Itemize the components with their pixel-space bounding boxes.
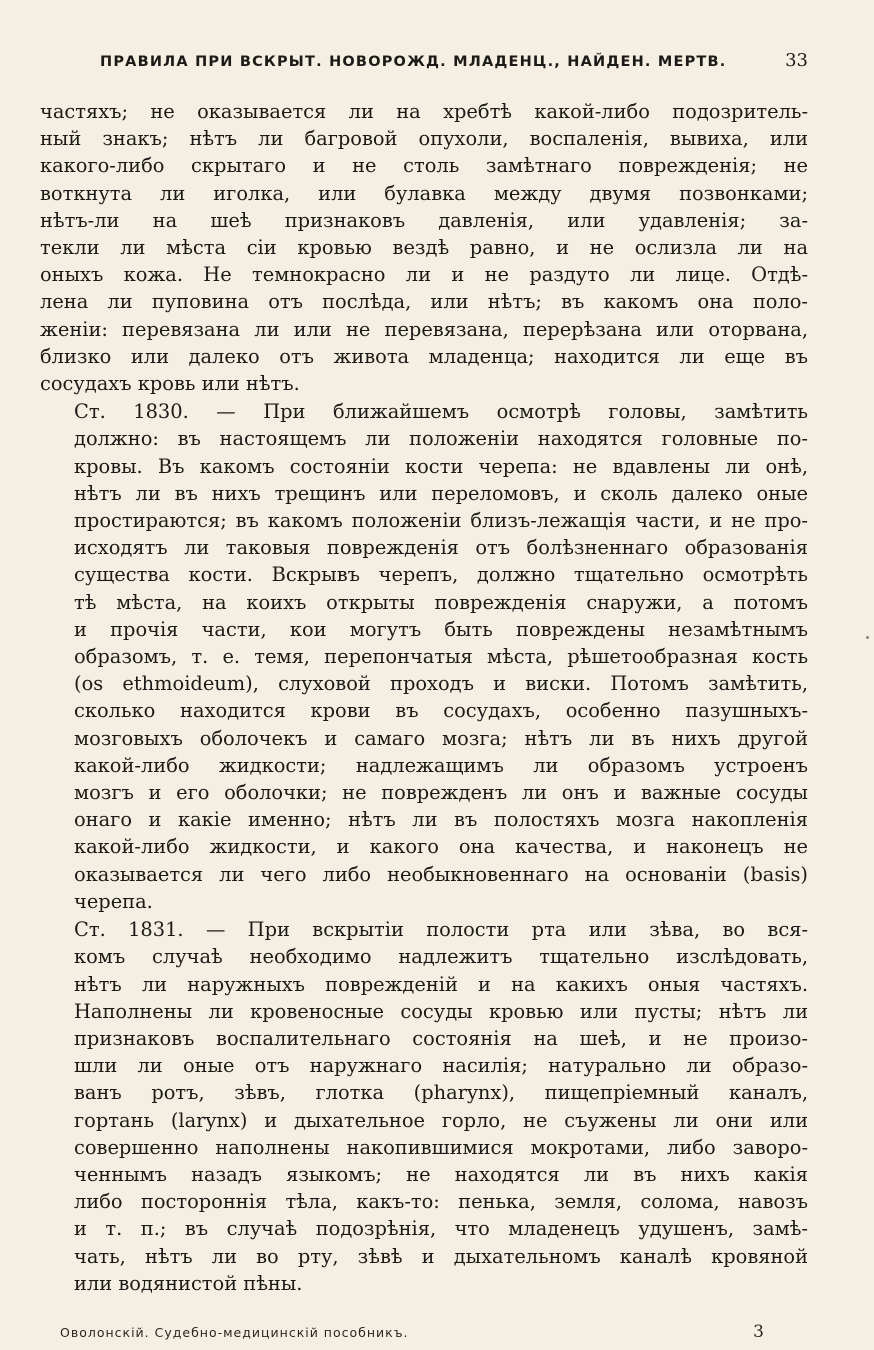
text-line: частяхъ; не оказывается ли на хребтѣ какой-либо подозритель-	[40, 100, 808, 123]
text-line: шли ли оные отъ наружнаго насилія; натурально ли образо-	[74, 1054, 808, 1078]
text-line: сосудахъ кровь или нѣтъ.	[40, 372, 300, 396]
text-line: нѣтъ ли наружныхъ поврежденій и на какихъ оныя частяхъ.	[74, 972, 808, 996]
text-line: текли ли мѣста сіи кровью вездѣ равно, и не ослизла ли на	[40, 236, 808, 260]
text-line: близко или далеко отъ живота младенца; находится ли еще въ	[40, 344, 808, 368]
text-line: ванъ ротъ, зѣвъ, глотка (pharynx), пищепріемный каналъ,	[74, 1081, 808, 1105]
text-line: (os ethmoideum), слуховой проходъ и виски. Потомъ замѣтить,	[74, 672, 808, 696]
footer-signature: Оволонскій. Судебно-медицинскій пособникъ.	[60, 1325, 409, 1340]
text-line: тѣ мѣста, на коихъ открыты поврежденія снаружи, а потомъ	[74, 590, 808, 614]
text-line: оныхъ кожа. Не темнокрасно ли и не раздуто ли лице. Отдѣ-	[40, 263, 808, 287]
text-line: должно: въ настоящемъ ли положеніи находятся головные по-	[74, 427, 808, 451]
text-line: Ст. 1831. — При вскрытіи полости рта или зѣва, во вся-	[74, 918, 808, 942]
text-line: какого-либо скрытаго и не столь замѣтнаго поврежденія; не	[40, 154, 808, 178]
page-number: 33	[785, 50, 808, 71]
text-line: чать, нѣтъ ли во рту, зѣвѣ и дыхательномъ каналѣ кровяной	[74, 1244, 808, 1268]
text-line: какой-либо жидкости, и какого она качества, и наконецъ не	[74, 835, 808, 859]
body-text	[40, 98, 808, 1297]
running-title: ПРАВИЛА ПРИ ВСКРЫТ. НОВОРОЖД. МЛАДЕНЦ., НАЙДЕН. МЕРТВ.	[100, 54, 727, 70]
text-line: существа кости. Вскрывъ черепъ, должно тщательно осмотрѣть	[74, 563, 808, 587]
paragraph-article-1831	[40, 916, 808, 1297]
text-line: нѣтъ ли въ нихъ трещинъ или переломовъ, и сколь далеко оные	[74, 481, 808, 505]
paper-speck	[866, 636, 869, 639]
text-line: признаковъ воспалительнаго состоянія на шеѣ, и не произо-	[74, 1026, 808, 1050]
text-line: оказывается ли чего либо необыкновеннаго на основаніи (basis)	[74, 862, 808, 886]
text-line: исходятъ ли таковыя поврежденія отъ болѣзненнаго образованія	[74, 536, 808, 560]
paragraph-continuation	[40, 98, 808, 397]
paragraph-article-1830	[40, 398, 808, 915]
text-line: ченнымъ назадъ языкомъ; не находятся ли въ нихъ какія	[74, 1162, 808, 1186]
text-line: ный знакъ; нѣтъ ли багровой опухоли, воспаленія, вывиха, или	[40, 127, 808, 151]
text-line: воткнута ли иголка, или булавка между двумя позвонками;	[40, 181, 808, 205]
page-footer	[60, 1322, 764, 1342]
text-line: кровы. Въ какомъ состояніи кости черепа: не вдавлены ли онѣ,	[74, 454, 808, 478]
text-line: и т. п.; въ случаѣ подозрѣнія, что младенецъ удушенъ, замѣ-	[74, 1217, 808, 1241]
running-head	[100, 50, 808, 71]
text-line: лена ли пуповина отъ послѣда, или нѣтъ; въ какомъ она поло-	[40, 290, 808, 314]
text-line: Наполнены ли кровеносные сосуды кровью или пусты; нѣтъ ли	[74, 999, 808, 1023]
text-line: совершенно наполнены накопившимися мокротами, либо заворо-	[74, 1135, 808, 1159]
text-line: нѣтъ-ли на шеѣ признаковъ давленія, или удавленія; за-	[40, 208, 808, 232]
sheet-number: 3	[753, 1322, 764, 1342]
text-line: и прочія части, кои могутъ быть повреждены незамѣтнымъ	[74, 617, 808, 641]
text-line: женіи: перевязана ли или не перевязана, перерѣзана или оторвана,	[40, 317, 808, 341]
text-line: Ст. 1830. — При ближайшемъ осмотрѣ головы, замѣтить	[74, 400, 808, 424]
text-line: либо постороннія тѣла, какъ-то: пенька, земля, солома, навозъ	[74, 1190, 808, 1214]
text-line: мозгъ и его оболочки; не поврежденъ ли онъ и важные сосуды	[74, 781, 808, 805]
text-line: какой-либо жидкости; надлежащимъ ли образомъ устроенъ	[74, 753, 808, 777]
text-line: мозговыхъ оболочекъ и самаго мозга; нѣтъ ли въ нихъ другой	[74, 726, 808, 750]
text-line: или водянистой пѣны.	[74, 1271, 303, 1295]
text-line: комъ случаѣ необходимо надлежитъ тщательно изслѣдовать,	[74, 945, 808, 969]
text-line: простираются; въ какомъ положеніи близъ-лежащія части, и не про-	[74, 509, 808, 533]
text-line: гортань (larynx) и дыхательное горло, не съужены ли они или	[74, 1108, 808, 1132]
text-line: сколько находится крови въ сосудахъ, особенно пазушныхъ-	[74, 699, 808, 723]
text-line: черепа.	[74, 889, 153, 913]
text-line: онаго и какіе именно; нѣтъ ли въ полостяхъ мозга накопленія	[74, 808, 808, 832]
text-line: образомъ, т. е. темя, перепончатыя мѣста, рѣшетообразная кость	[74, 645, 808, 669]
